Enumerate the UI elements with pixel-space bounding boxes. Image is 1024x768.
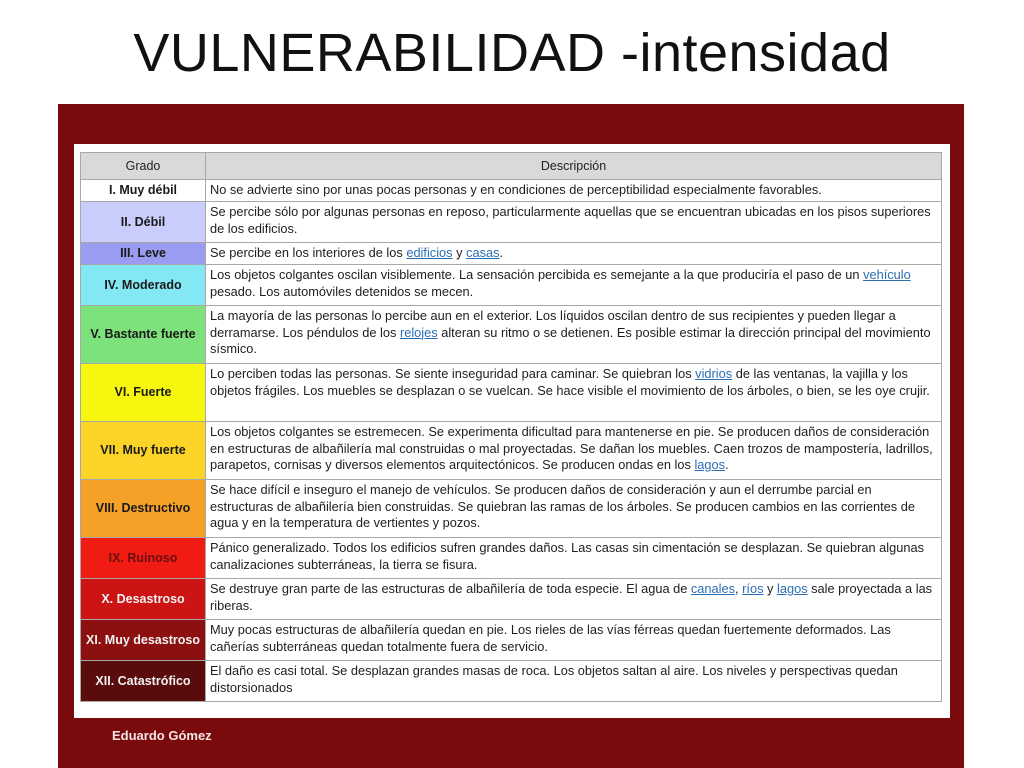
- grade-cell: II. Débil: [81, 202, 206, 243]
- description-text: Se percibe sólo por algunas personas en reposo, particularmente aquellas que se encuentran ubicadas en los pisos superiores de los edificios.: [210, 204, 931, 236]
- description-text: Los objetos colgantes se estremecen. Se experimenta dificultad para mantenerse en pie. Se producen daños de consideración en estructuras de albañilería mal construidas o mal proyectadas. Se dañan los muebles. Caen trozos de mampostería, ladrillos, parapetos, cornisas y diversos elementos arquitectónicos. Se producen ondas en los: [210, 424, 933, 473]
- grade-cell: V. Bastante fuerte: [81, 306, 206, 364]
- description-text: pesado. Los automóviles detenidos se mecen.: [210, 283, 474, 299]
- description-link[interactable]: vidrios: [695, 366, 733, 381]
- grade-cell: VIII. Destructivo: [81, 480, 206, 538]
- table-header-row: [81, 153, 942, 180]
- table-row: [81, 243, 942, 265]
- table-row: [81, 579, 942, 620]
- description-text: Se percibe en los interiores de los: [210, 245, 407, 260]
- grade-cell: IV. Moderado: [81, 265, 206, 306]
- description-cell: [206, 306, 942, 364]
- description-link[interactable]: ríos: [742, 581, 764, 596]
- table-row: [81, 306, 942, 364]
- table-row: [81, 180, 942, 202]
- table-panel: [74, 144, 950, 718]
- description-text: La mayoría de las personas lo percibe aun en el exterior. Los líquidos oscilan dentro de sus recipientes y pueden llegar a derramarse. Los péndulos de los: [210, 308, 896, 340]
- description-cell: [206, 180, 942, 202]
- description-link[interactable]: lagos: [777, 581, 808, 596]
- description-cell: [206, 243, 942, 265]
- description-text: Los objetos colgantes oscilan visiblemente. La sensación percibida es semejante a la que produciría el paso de un: [210, 267, 864, 282]
- description-text: Lo perciben todas las personas. Se siente inseguridad para caminar. Se quiebran los: [210, 366, 696, 381]
- table-row: [81, 364, 942, 422]
- grade-cell: VII. Muy fuerte: [81, 422, 206, 480]
- description-cell: [206, 364, 942, 422]
- grade-cell: X. Desastroso: [81, 579, 206, 620]
- description-text: Se hace difícil e inseguro el manejo de vehículos. Se producen daños de consideración y aun el derrumbe parcial en estructuras de albañilería bien construidas. Se quiebran las ramas de los árboles. Se producen cambios en las corrientes de agua y en la temperatura de vertientes y pozos.: [210, 482, 915, 531]
- grade-cell: III. Leve: [81, 243, 206, 265]
- description-link[interactable]: relojes: [399, 324, 438, 340]
- description-cell: [206, 480, 942, 538]
- author-credit: Eduardo Gómez: [112, 728, 212, 743]
- description-text: ,: [735, 581, 743, 596]
- grade-cell: IX. Ruinoso: [81, 538, 206, 579]
- grade-cell: I. Muy débil: [81, 180, 206, 202]
- description-text: y: [763, 581, 777, 596]
- header-grade: Grado: [81, 153, 206, 180]
- table-image-frame: [58, 104, 964, 768]
- description-cell: [206, 620, 942, 661]
- description-link[interactable]: edificios: [406, 245, 453, 260]
- description-text: .: [499, 245, 504, 260]
- description-cell: [206, 538, 942, 579]
- description-text: Muy pocas estructuras de albañilería quedan en pie. Los rieles de las vías férreas quedan fuertemente deformados. Las cañerías subterráneas quedan totalmente fuera de servicio.: [210, 622, 891, 654]
- table-row: [81, 480, 942, 538]
- grade-cell: XII. Catastrófico: [81, 661, 206, 702]
- table-row: [81, 661, 942, 702]
- description-text: El daño es casi total. Se desplazan grandes masas de roca. Los objetos saltan al aire. Los niveles y perspectivas quedan distorsionados: [210, 663, 898, 695]
- description-cell: [206, 661, 942, 702]
- table-row: [81, 422, 942, 480]
- description-text: alteran su ritmo o se detienen. Es posible estimar la dirección principal del movimiento sísmico.: [210, 324, 931, 357]
- description-text: sale proyectada a las riberas.: [210, 581, 933, 613]
- description-text: y: [452, 245, 467, 260]
- table-row: [81, 202, 942, 243]
- intensity-scale-table: [80, 152, 942, 702]
- description-link[interactable]: canales: [690, 581, 736, 596]
- description-link[interactable]: casas: [466, 245, 500, 260]
- description-text: .: [725, 457, 729, 473]
- grade-cell: VI. Fuerte: [81, 364, 206, 422]
- description-text: Se destruye gran parte de las estructuras de albañilería de toda especie. El agua de: [210, 581, 691, 596]
- description-text: Pánico generalizado. Todos los edificios sufren grandes daños. Las casas sin cimentación se desplazan. Se quiebran algunas canalizaciones subterráneas, la tierra se fisura.: [210, 540, 924, 572]
- description-text: de las ventanas, la vajilla y los objetos frágiles. Los muebles se desplazan o se vuelcan. Se hace visible el movimiento de los árboles, o bien, se les oye crujir.: [210, 366, 930, 398]
- description-cell: [206, 265, 942, 306]
- table-row: [81, 620, 942, 661]
- table-row: [81, 265, 942, 306]
- table-row: [81, 538, 942, 579]
- description-link[interactable]: vehículo: [863, 267, 911, 282]
- description-cell: [206, 202, 942, 243]
- slide-title: VULNERABILIDAD -intensidad: [133, 23, 891, 83]
- description-cell: [206, 579, 942, 620]
- description-link[interactable]: lagos: [694, 457, 726, 473]
- header-description: Descripción: [206, 153, 942, 180]
- grade-cell: XI. Muy desastroso: [81, 620, 206, 661]
- description-text: No se advierte sino por unas pocas personas y en condiciones de perceptibilidad especialmente favorables.: [210, 182, 822, 197]
- description-cell: [206, 422, 942, 480]
